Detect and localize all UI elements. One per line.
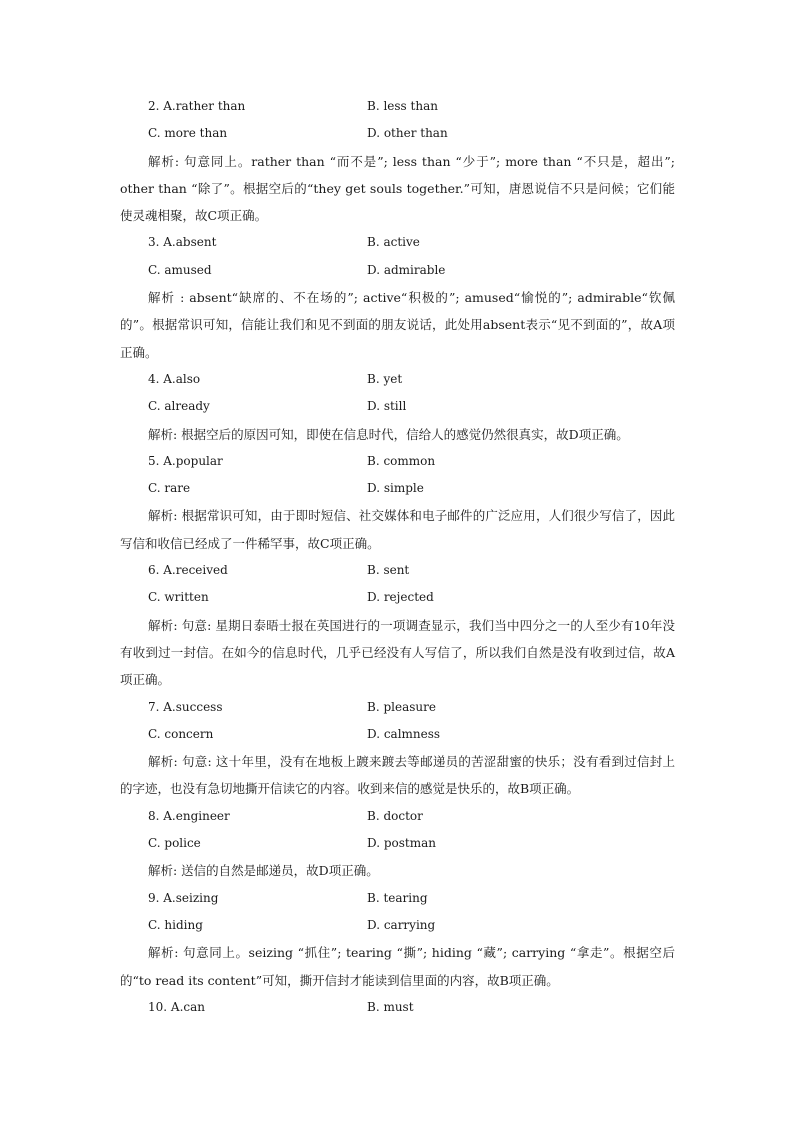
option-d: D. other than bbox=[367, 126, 448, 141]
option-row bbox=[120, 584, 675, 611]
option-row bbox=[120, 557, 675, 584]
analysis-text: 解析: 句意: 星期日泰晤士报在英国进行的一项调查显示，我们当中四分之一的人至少有10年没有收到过一封信。在如今的信息时代，几乎已经没有人写信了，所以我们自然是没有收到过信，故A项正确。 bbox=[120, 617, 675, 688]
option-c: C. more than bbox=[148, 126, 228, 141]
option-row bbox=[120, 694, 675, 721]
question-5 bbox=[120, 448, 675, 557]
answer-key bbox=[120, 93, 675, 1021]
option-d: D. still bbox=[367, 399, 407, 414]
option-row bbox=[120, 257, 675, 284]
option-d: D. calmness bbox=[367, 726, 441, 741]
question-10 bbox=[120, 994, 675, 1021]
option-row bbox=[120, 93, 675, 120]
option-a: 8. A.engineer bbox=[148, 808, 230, 823]
option-c: C. rare bbox=[148, 481, 191, 496]
option-row bbox=[120, 120, 675, 147]
analysis-text: 解析: 句意同上。rather than “而不是”; less than “少于”; more than “不只是，超出”; other than “除了”。根据空后的“they get souls together.”可知，唐恩说信不只是问候；它们能使灵魂相聚，故C项正确。 bbox=[120, 153, 675, 224]
option-row bbox=[120, 885, 675, 912]
option-c: C. written bbox=[148, 590, 209, 605]
analysis-text: 解析: 句意同上。seizing “抓住”; tearing “撕”; hiding “藏”; carrying “拿走”。根据空后的“to read its content”可知，撕开信封才能读到信里面的内容，故B项正确。 bbox=[120, 945, 675, 988]
option-row bbox=[120, 366, 675, 393]
option-row bbox=[120, 830, 675, 857]
analysis-text: 解析: 根据空后的原因可知，即使在信息时代，信给人的感觉仍然很真实，故D项正确。 bbox=[148, 426, 629, 442]
analysis-text: 解析: 根据常识可知，由于即时短信、社交媒体和电子邮件的广泛应用，人们很少写信了，因此写信和收信已经成了一件稀罕事，故C项正确。 bbox=[120, 508, 675, 551]
option-row bbox=[120, 448, 675, 475]
option-d: D. simple bbox=[367, 481, 424, 496]
option-a: 4. A.also bbox=[148, 371, 201, 386]
option-d: D. rejected bbox=[367, 590, 434, 605]
option-d: D. carrying bbox=[367, 917, 436, 932]
option-a: 2. A.rather than bbox=[148, 99, 246, 113]
question-9 bbox=[120, 885, 675, 994]
option-row bbox=[120, 803, 675, 830]
option-a: 6. A.received bbox=[148, 563, 228, 578]
option-b: B. tearing bbox=[367, 890, 428, 905]
option-a: 10. A.can bbox=[148, 999, 205, 1014]
analysis-text: 解析 : absent“缺席的、不在场的”; active“积极的”; amused“愉悦的”; admirable“钦佩的”。根据常识可知，信能让我们和见不到面的朋友说话，此处用absent表示“见不到面的”，故A项正确。 bbox=[120, 290, 675, 360]
option-a: 3. A.absent bbox=[148, 235, 217, 250]
option-d: D. admirable bbox=[367, 262, 446, 277]
analysis-text: 解析: 句意: 这十年里，没有在地板上踱来踱去等邮递员的苦涩甜蜜的快乐；没有看到过信封上的字迹，也没有急切地撕开信读它的内容。收到来信的感觉是快乐的，故B项正确。 bbox=[120, 754, 675, 797]
question-8 bbox=[120, 803, 675, 885]
option-row bbox=[120, 229, 675, 256]
analysis-text: 解析: 送信的自然是邮递员，故D项正确。 bbox=[148, 863, 379, 879]
option-b: B. doctor bbox=[367, 808, 423, 823]
option-row bbox=[120, 994, 675, 1021]
question-6 bbox=[120, 557, 675, 693]
question-7 bbox=[120, 694, 675, 803]
option-a: 5. A.popular bbox=[148, 453, 223, 468]
option-b: B. common bbox=[367, 453, 436, 468]
question-2 bbox=[120, 93, 675, 229]
option-a: 9. A.seizing bbox=[148, 890, 219, 905]
option-c: C. hiding bbox=[148, 917, 203, 932]
option-row bbox=[120, 475, 675, 502]
option-c: C. already bbox=[148, 399, 210, 414]
option-b: B. less than bbox=[367, 99, 438, 113]
option-row bbox=[120, 721, 675, 748]
option-b: B. yet bbox=[367, 371, 403, 386]
option-a: 7. A.success bbox=[148, 699, 223, 714]
option-b: B. active bbox=[367, 235, 420, 250]
option-c: C. concern bbox=[148, 726, 214, 741]
question-4 bbox=[120, 366, 675, 448]
option-c: C. police bbox=[148, 836, 201, 851]
option-b: B. must bbox=[367, 999, 414, 1014]
option-b: B. pleasure bbox=[367, 699, 436, 714]
option-row bbox=[120, 912, 675, 939]
question-3 bbox=[120, 229, 675, 365]
option-c: C. amused bbox=[148, 262, 212, 277]
option-row bbox=[120, 393, 675, 420]
option-b: B. sent bbox=[367, 563, 410, 578]
option-d: D. postman bbox=[367, 836, 436, 851]
